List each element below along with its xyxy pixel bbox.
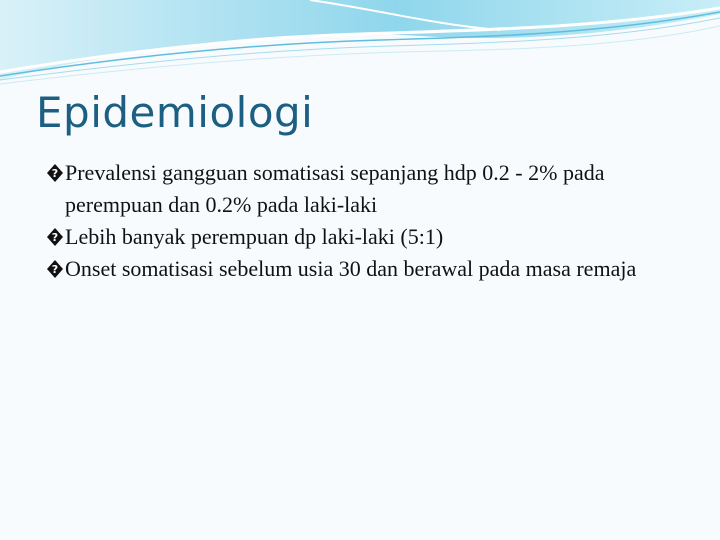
bullet-item <box>46 221 686 253</box>
replacement-character-icon <box>46 227 64 247</box>
replacement-character-icon <box>46 259 64 279</box>
slide-title: Epidemiologi <box>36 88 314 137</box>
bullet-list <box>46 157 686 285</box>
svg-text:?: ? <box>51 167 59 180</box>
replacement-character-icon <box>46 163 64 183</box>
svg-text:?: ? <box>51 231 59 244</box>
bullet-text: Prevalensi gangguan somatisasi sepanjang hdp 0.2 - 2% pada perempuan dan 0.2% pada laki-laki <box>65 160 605 217</box>
header-wave-decoration <box>0 0 720 90</box>
bullet-text: Lebih banyak perempuan dp laki-laki (5:1) <box>65 224 444 249</box>
bullet-text: Onset somatisasi sebelum usia 30 dan berawal pada masa remaja <box>65 256 637 281</box>
bullet-item <box>46 253 686 285</box>
svg-text:?: ? <box>51 263 59 276</box>
bullet-item <box>46 157 686 221</box>
